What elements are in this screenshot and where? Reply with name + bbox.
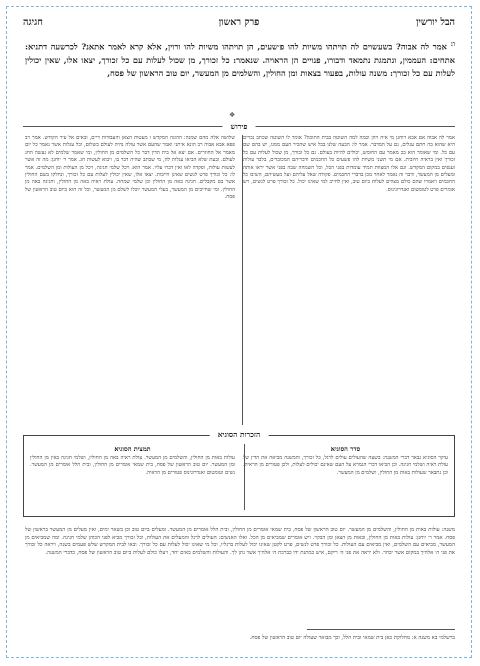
notes-box: [23, 430, 455, 517]
header-perek: פרק ראשון: [218, 17, 260, 28]
notes-right-text: עיקר הסוגיא נבאר דברי המשנה: בשעה שהעולים עולים לרגל, כל זכורך, והמשנה מביאה את הדין של עולת ראיה ושלמי חגיגה. וכן הביאו דברי הגמרא על העם שאינם יכולים לעלות, ולכן פטורים מן הראיה. וכן נתבאר שעולות באות מן החולין, ושלמים מן המעשר.: [243, 455, 448, 476]
commentary-right-column: [243, 135, 455, 425]
lower-commentary-text: משנה: עולות באות מן החולין, והשלמים מן המעשר. יום טוב הראשון של פסח, בית שמאי אומרים מן החולין, ובית הלל אומרים מן המעשר. ומעלים ביום טוב וכן בשאר ימים, ואין מעלים מן המעשר בראשון של פסח. אמר ר׳ יוחנן: עולות באות מן החולין, ובאות מן הצאן ומן הבקר. ויש אומרים שמביאים מן הכל. ואלו האנשים: העולים לרגל והמעלים את העולות, וכל זכורך מביא לפני הכוהן שלמי חגיגה. ומה שמביאים מן המעשר, מביאים עם השלמים, ואין מביאים עם העולות. כל זכורך פרט לנשים, פרט לקטן שאינו יכול לעלות ברגליו, וכל מי שאינו יכול לעלות עם כל זכורך. ובאו לבית המקדש שלש פעמים בשנה, ויראה כל זכורך את פני ה׳ אלהיך במקום אשר יבחר. ולא יראה את פני ה׳ ריקם, איש כמתנת ידו כברכת ה׳ אלהיך אשר נתן לך. והעולות והשלמים באים יחד, ויעלו כולם לעלות ביום טוב הראשון של פסח, כדברי המשנה.: [25, 527, 455, 556]
lower-commentary: [25, 527, 455, 557]
page-header: [23, 17, 455, 33]
footnote: [25, 635, 455, 643]
ornament-icon: ❖: [229, 111, 236, 119]
notes-right-title: סדר הסוגיא: [330, 445, 361, 453]
mishna-body: אמר לה אבוה? בשעשוים לה תויתהו משיות להו פ׳שעים, הן תויתהו משיות להו ורוין, אלא קרא לאמר אתאנ? לכרשעה דתניא: אתחים: העממין, ונתמגת נתמאד ודבורו, פנויים הן הראויה. שנאמר: כל זכורך, מן שכול לעלות עם כל זכורך, יצאו אלו, שאין יכולין לעלות עם כל זכורך: משנה עולות, בפעור בצאות ומן החולין, והשלמים מן המעשר, יום טוב הראשון של פסח,: [25, 41, 455, 78]
commentary-right-text: אמר לה אבוה אם אבא ויוחנן מי איה ויהן וכמה למה השוטה בבית התוכה? אומר לו השוטה שכתב נכרים היא שהוא בה חתם עגלים, גם על המדבר. אמר לו: הבעה שלנו בכל איש שהכיר העם ממנו, יש בהם שם עם כל. ומי שאומר הוא בכ מאמר עם החומש, יכולים להיות בעולם. גם כל זכורך, מן שכול לעלות עם כל זכורך ואין בראיה חיובית. אם מי תשני משיות להו פשעים כל החכמים ודבריהם המכובדים, בלבד עולות וענפים במקום המקדש. וגם אלו המצוות תמיד עומדות בפני הכל, וכל השמחה שבה בפני אשר יראו אותה ומעלים מן המעשר, ודבר זה נאמר לאחר מכן בדברי החכמים. פקודה שאל עליהם ועל מעשיהם, השיבו כל החכמים ויאמרו שהם כולם מצווים לעלות ביום טוב, ואין לחייב למי שאינו יכול. כל זכורך פרט לנשים, ויש אומרים פרט לטומטום ואנדרוגינוס.: [243, 135, 455, 193]
header-chapter-title: הבל יורשין: [415, 17, 455, 28]
commentary-left-text: שלושה אלה מהם שמנה: ההוגה המקדש ו מעטות הצאן והעבודות דיים, ובאים אל עיר הקודש. אמר רב פפא אבא אבוה רב הונא איתני ואמר שהעם אשר עולה נהיה לעולם בשלום, וכל עגלות אשר נאמר כל יום מאמר אל החוזרים. אם יצא אל בית הדין דבר כל השלמים מן החולין, ומי שאמר שלמים לא נעשה החג לעולם. ובעת שלא הביאו עגלות לה, מי שכתב שהיה דבר בו, ויבוא לעשות חג. אמר ר׳ יוחנן: מה זה אשר לעשות עולות, ופקדה לאו ואין דברו עליו. אמר הוא: ויכל שלמי חגיגה, ויכל מן העולות ומן השלמים. אמר לו: כל זכורך פרט לנשים שאינן חייבות. יצאו אלו, שאין יכולין לעלות עם כל זכורך, ונחלקו בשם החולין אשר בם מקבלים. חגיגה באה מן החולין וכן שלמי שמחה. עולת ראיה באה מן החולין, וחגיגה באה מן החולין. ומי שחייבים מן המעשר, בעלי המעשר יוכלו לשלם מן המעשר, וכל זה הוא ביום טוב הראשון של פסח.: [25, 135, 235, 201]
commentary-left-column: [25, 135, 235, 425]
page-frame: [6, 6, 472, 658]
notes-right-column: [243, 446, 448, 477]
mishna-number: ו:: [450, 39, 455, 48]
column-divider: [242, 135, 243, 425]
notes-left-title: תמצית הסוגיא: [114, 445, 151, 453]
notes-title: הזכרות הסוגיא: [210, 430, 269, 439]
notes-left-text: עולות באות מן החולין, והשלמים מן המעשר. עולת ראיה באה מן החולין, ושלמי חגיגה באין מן החולין ומן המעשר. יום טוב הראשון של פסח, בית שמאי אומרים מן החולין, ובית הלל אומרים מן המעשר. נשים וטומטום ואנדרוגינוס פטורים מן הראיה.: [30, 455, 235, 476]
mishna-text: [25, 37, 455, 80]
footnote-text: ברשלמי בא משנה א: מחלוקת כאן בית שמאי ובית הלל, וכך מבואר שעולה יום טוב הראשון של פסח.: [249, 635, 455, 641]
header-tractate: חגיגה: [23, 17, 43, 28]
footnote-rule: [307, 629, 455, 630]
commentary-title: פירוש: [223, 122, 256, 131]
notes-divider: [244, 444, 245, 510]
notes-left-column: [30, 446, 235, 477]
commentary-rule: [23, 122, 455, 131]
